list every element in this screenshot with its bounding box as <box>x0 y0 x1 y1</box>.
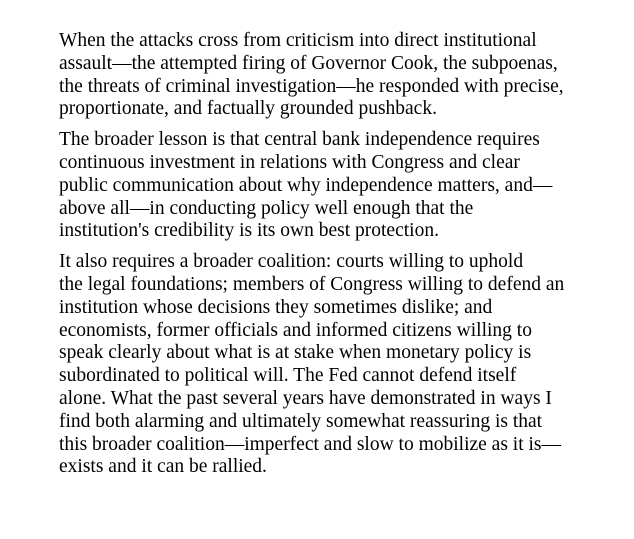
document-body <box>36 30 604 487</box>
text-line: proportionate, and factually grounded pushback. <box>59 98 437 120</box>
text-line: this broader coalition—imperfect and slow to mobilize as it is— <box>59 433 562 455</box>
text-line: institution's credibility is its own best protection. <box>59 220 439 242</box>
text-line: continuous investment in relations with Congress and clear <box>59 151 520 173</box>
text-line: find both alarming and ultimately somewhat reassuring is that <box>59 410 543 432</box>
text-line: public communication about why independence matters, and— <box>59 174 553 196</box>
text-line: the legal foundations; members of Congress willing to defend an <box>59 273 565 295</box>
paragraph-2 <box>36 129 604 243</box>
text-line: alone. What the past several years have demonstrated in ways I <box>59 387 552 409</box>
text-line: exists and it can be rallied. <box>59 456 267 478</box>
text-line: assault—the attempted firing of Governor Cook, the subpoenas, <box>59 52 558 74</box>
text-line: institution whose decisions they sometimes dislike; and <box>59 296 493 318</box>
text-line: It also requires a broader coalition: courts willing to uphold <box>59 251 524 273</box>
text-line: When the attacks cross from criticism into direct institutional <box>59 30 537 51</box>
text-line: speak clearly about what is at stake when monetary policy is <box>59 342 532 364</box>
text-line: The broader lesson is that central bank independence requires <box>59 129 540 151</box>
paragraph-3 <box>36 251 604 479</box>
text-line: above all—in conducting policy well enough that the <box>59 197 474 219</box>
text-line: the threats of criminal investigation—he responded with precise, <box>59 75 564 97</box>
text-line: economists, former officials and informed citizens willing to <box>59 319 532 341</box>
paragraph-1 <box>36 30 604 121</box>
text-line: subordinated to political will. The Fed cannot defend itself <box>59 365 517 387</box>
